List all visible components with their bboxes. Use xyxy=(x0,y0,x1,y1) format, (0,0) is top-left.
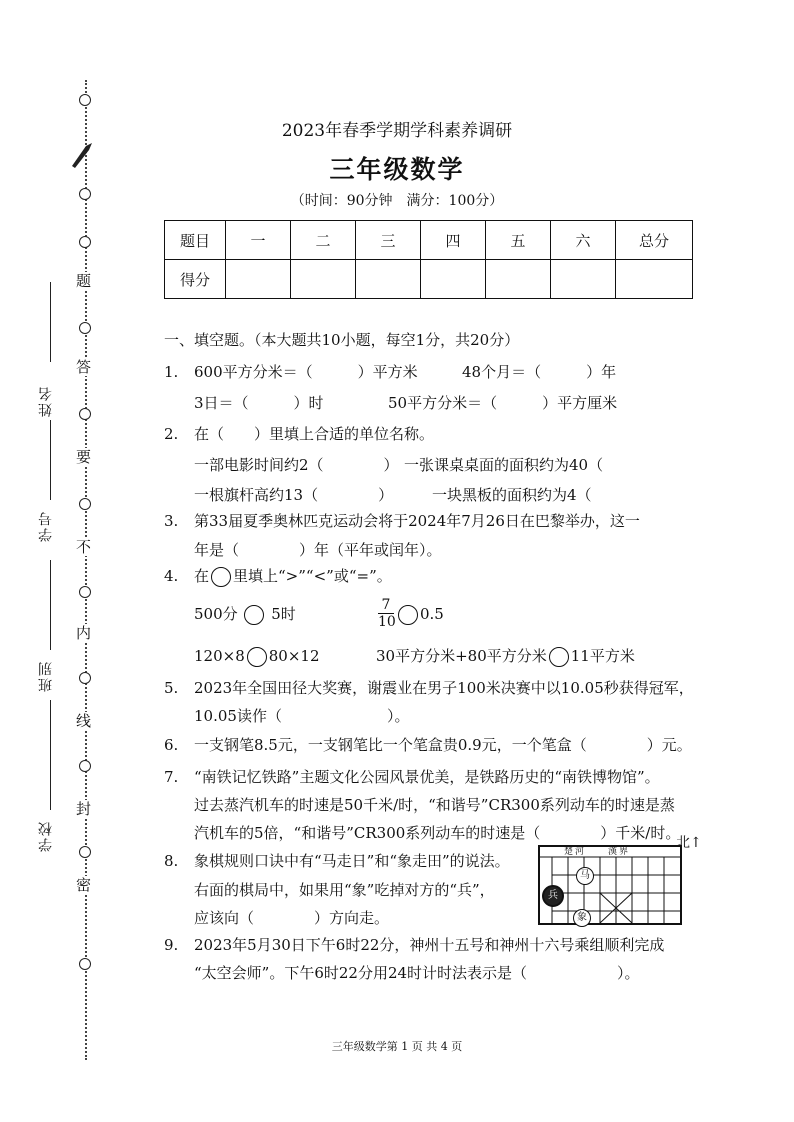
fraction-denominator: 10 xyxy=(378,614,396,630)
q4-item-a xyxy=(194,604,296,625)
score-cell: 总分 xyxy=(616,221,693,260)
score-cell: 得分 xyxy=(165,260,226,299)
question-number: 3. xyxy=(164,512,179,530)
seal-char: 不 xyxy=(76,538,92,556)
q4-d-left: 30平方分米+80平方分米 xyxy=(376,647,547,665)
q1-part-d: 50平方分米＝（ ）平方厘米 xyxy=(388,394,618,412)
horse-piece: 马 xyxy=(576,867,594,885)
q3-line-2: 年是（ ）年（平年或闰年）。 xyxy=(194,541,442,559)
river-label: 楚河 漢界 xyxy=(564,847,631,857)
compare-circle[interactable] xyxy=(549,647,569,667)
school-label: 学校 xyxy=(38,820,54,852)
q9-line-1: 2023年5月30日下午6时22分，神州十五号和神州十六号乘组顺利完成 xyxy=(194,936,665,954)
seal-char: 答 xyxy=(76,358,92,376)
binding-hole xyxy=(79,846,91,858)
q4-item-b xyxy=(396,604,444,625)
question-number: 6. xyxy=(164,736,179,754)
q8-line-2: 右面的棋局中，如果用“象”吃掉对方的“兵”， xyxy=(194,881,495,899)
q7-line-2: 过去蒸汽机车的时速是50千米/时，“和谐号”CR300系列动车的时速是蒸 xyxy=(194,796,675,814)
name-underline xyxy=(50,282,51,362)
score-cell: 四 xyxy=(421,221,486,260)
compare-circle[interactable] xyxy=(247,647,267,667)
binding-hole xyxy=(79,94,91,106)
seal-char: 要 xyxy=(76,448,92,466)
q6-line-1: 一支钢笔8.5元，一支钢笔比一个笔盒贵0.9元，一个笔盒（ ）元。 xyxy=(194,736,692,754)
q9-line-2: “太空会师”。下午6时22分用24时计时法表示是（ ）。 xyxy=(194,964,640,982)
q7-line-3: 汽机车的5倍，“和谐号”CR300系列动车的时速是（ ）千米/时。 xyxy=(194,824,681,842)
class-underline xyxy=(50,560,51,650)
q2-stem: 在（ ）里填上合适的单位名称。 xyxy=(194,425,435,443)
seal-char: 线 xyxy=(76,712,92,730)
question-number: 7. xyxy=(164,768,179,786)
score-cell: 六 xyxy=(551,221,616,260)
q4-c-right: 80×12 xyxy=(268,647,320,665)
score-value-row xyxy=(165,260,693,299)
arrow-up-icon: ↑ xyxy=(690,835,702,851)
binding-hole xyxy=(79,498,91,510)
binding-hole xyxy=(79,760,91,772)
binding-hole xyxy=(79,672,91,684)
q4-c-left: 120×8 xyxy=(194,647,245,665)
question-number: 1. xyxy=(164,363,179,381)
seal-char: 密 xyxy=(76,876,92,894)
compare-circle xyxy=(211,567,231,587)
q4-d-right: 11平方米 xyxy=(570,647,635,665)
score-input-cell[interactable] xyxy=(356,260,421,299)
soldier-piece: 兵 xyxy=(542,885,564,907)
q4-a-left: 500分 xyxy=(194,605,238,623)
q2-part-b: 一张课桌桌面的面积约为40（ xyxy=(404,456,604,474)
north-label: 北 xyxy=(676,835,690,851)
exam-info: （时间：90分钟 满分：100分） xyxy=(290,193,504,209)
binding-hole xyxy=(79,958,91,970)
score-cell: 题目 xyxy=(165,221,226,260)
question-number: 9. xyxy=(164,936,179,954)
q1-part-c: 3日＝（ ）时 xyxy=(194,394,324,412)
class-label: 班别 xyxy=(38,660,54,692)
chess-board xyxy=(538,845,682,925)
q4-item-c xyxy=(194,646,320,667)
score-input-cell[interactable] xyxy=(551,260,616,299)
binding-hole xyxy=(79,236,91,248)
score-cell: 一 xyxy=(226,221,291,260)
q4-b-right: 0.5 xyxy=(420,605,444,623)
score-header-row xyxy=(165,221,693,260)
exam-title: 2023年春季学期学科素养调研 xyxy=(281,121,513,141)
seal-char: 题 xyxy=(76,272,92,290)
q4-stem-b: 里填上“>”“<”或“=”。 xyxy=(233,567,392,585)
score-input-cell[interactable] xyxy=(616,260,693,299)
seal-char: 内 xyxy=(76,624,92,642)
q8-line-3: 应该向（ ）方向走。 xyxy=(194,909,390,927)
q4-item-d xyxy=(376,646,635,667)
q4-a-right: 5时 xyxy=(271,605,296,623)
binding-hole xyxy=(79,408,91,420)
board-grid xyxy=(540,847,680,923)
binding-hole xyxy=(79,586,91,598)
q1-part-a: 600平方分米＝（ ）平方米 xyxy=(194,363,418,381)
q3-line-1: 第33届夏季奥林匹克运动会将于2024年7月26日在巴黎举办，这一 xyxy=(194,512,640,530)
seal-char: 封 xyxy=(76,800,92,818)
question-number: 2. xyxy=(164,425,179,443)
binding-hole xyxy=(79,322,91,334)
question-number: 5. xyxy=(164,679,179,697)
score-cell: 二 xyxy=(291,221,356,260)
q2-part-a: 一部电影时间约2（ ） xyxy=(194,456,399,474)
page-footer: 三年级数学第 1 页 共 4 页 xyxy=(331,1040,463,1053)
compare-circle[interactable] xyxy=(244,605,264,625)
q5-line-2: 10.05读作（ ）。 xyxy=(194,707,410,725)
score-input-cell[interactable] xyxy=(486,260,551,299)
subject-title: 三年级数学 xyxy=(329,155,465,184)
compare-circle[interactable] xyxy=(398,605,418,625)
score-input-cell[interactable] xyxy=(226,260,291,299)
score-cell: 五 xyxy=(486,221,551,260)
name-label: 姓名 xyxy=(38,385,54,417)
fraction xyxy=(378,597,394,630)
q1-part-b: 48个月＝（ ）年 xyxy=(462,363,617,381)
binding-dotted-line xyxy=(85,80,87,1060)
q4-stem xyxy=(194,566,392,587)
elephant-piece: 象 xyxy=(573,909,591,927)
q2-part-c: 一根旗杆高约13（ ） xyxy=(194,486,394,504)
question-number: 8. xyxy=(164,852,179,870)
q2-part-d: 一块黑板的面积约为4（ xyxy=(432,486,592,504)
score-input-cell[interactable] xyxy=(421,260,486,299)
q4-stem-a: 在 xyxy=(194,567,210,585)
fraction-numerator: 7 xyxy=(381,597,391,613)
section-heading: 一、填空题。（本大题共10小题，每空1分，共20分） xyxy=(164,331,520,349)
id-underline xyxy=(50,420,51,500)
q8-line-1: 象棋规则口诀中有“马走日”和“象走田”的说法。 xyxy=(194,852,510,870)
question-number: 4. xyxy=(164,567,179,585)
q7-line-1: “南铁记忆铁路”主题文化公园风景优美，是铁路历史的“南铁博物馆”。 xyxy=(194,768,660,786)
score-input-cell[interactable] xyxy=(291,260,356,299)
student-id-label: 学号 xyxy=(38,510,54,542)
school-underline xyxy=(50,700,51,810)
score-cell: 三 xyxy=(356,221,421,260)
q5-line-1: 2023年全国田径大奖赛，谢震业在男子100米决赛中以10.05秒获得冠军， xyxy=(194,679,694,697)
score-table xyxy=(164,220,693,299)
